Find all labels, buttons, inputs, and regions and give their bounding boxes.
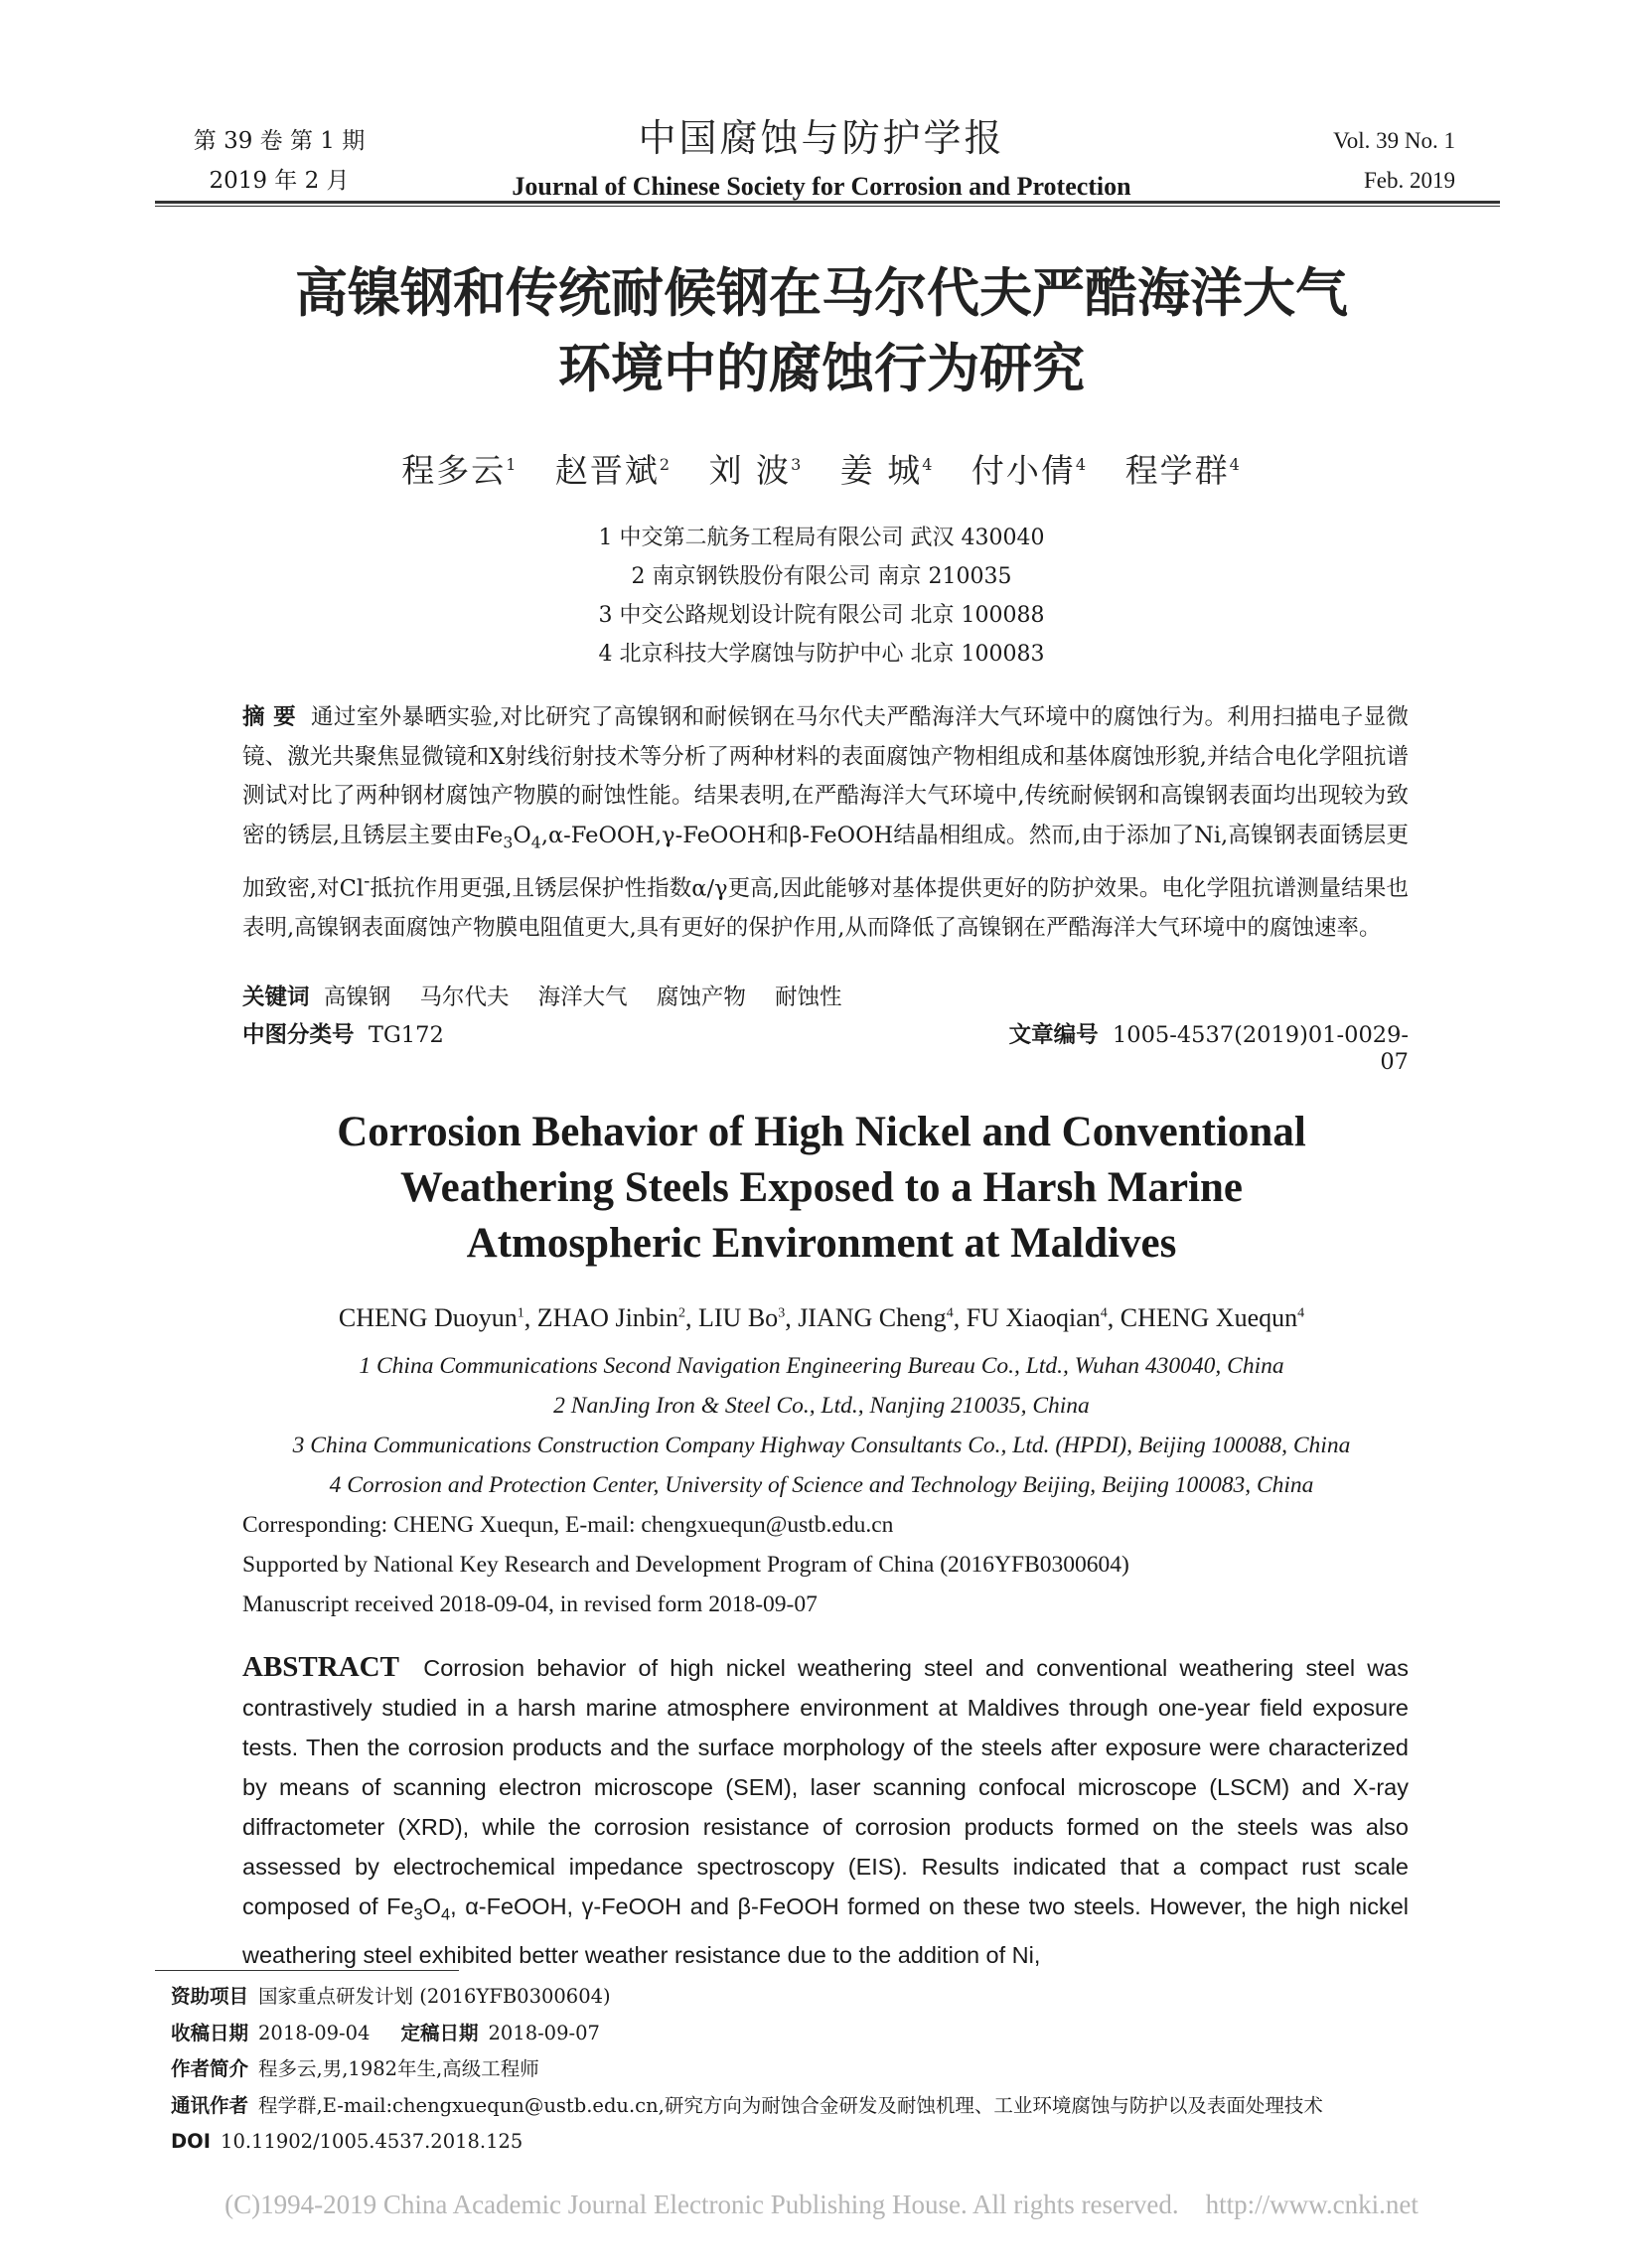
article-title-en bbox=[149, 1105, 1494, 1272]
clc-number: 中图分类号 TG172 bbox=[242, 1022, 444, 1048]
copyright-watermark: (C)1994-2019 China Academic Journal Electronic Publishing House. All rights reserved. http://www.cnki.net bbox=[224, 2190, 1419, 2219]
corresponding-author: Corresponding: CHENG Xuequn, E-mail: chengxuequn@ustb.edu.cn bbox=[242, 1512, 894, 1538]
author-en: ZHAO Jinbin$^2$ bbox=[536, 1303, 686, 1332]
footnote-corresponding: 通讯作者 程学群,E-mail:chengxuequn@ustb.edu.cn,研究方向为耐蚀合金研发及耐蚀机理、工业环境腐蚀与防护以及表面处理技术 bbox=[171, 2093, 1323, 2117]
abstract-label-cn: 摘 要 bbox=[242, 704, 296, 730]
affiliation-cn: 2 南京钢铁股份有限公司 南京 210035 bbox=[631, 564, 1012, 589]
article-metadata-en bbox=[242, 1505, 1409, 1624]
header-rule-thin bbox=[155, 206, 1500, 207]
affiliations-en bbox=[149, 1346, 1494, 1505]
author-cn: 赵晋斌$^2$ bbox=[554, 451, 672, 490]
affiliation-cn: 1 中交第二航务工程局有限公司 武汉 430040 bbox=[598, 526, 1045, 550]
header-left bbox=[175, 121, 383, 201]
keyword: 耐蚀性 bbox=[775, 984, 842, 1010]
affiliations-cn bbox=[149, 519, 1494, 674]
author-list-en: CHENG Duoyun$^1$, ZHAO Jinbin$^2$, LIU Bo$^3$, JIANG Cheng$^4$, FU Xiaoqian$^4$, CHENG Xuequn$^4$ bbox=[338, 1303, 1305, 1332]
keyword: 海洋大气 bbox=[537, 984, 628, 1010]
title-en-line1: Corrosion Behavior of High Nickel and Conventional bbox=[337, 1109, 1306, 1155]
received-dates: Manuscript received 2018-09-04, in revised form 2018-09-07 bbox=[242, 1591, 818, 1617]
author-en: CHENG Xuequn$^4$ bbox=[1120, 1303, 1305, 1332]
affiliation-en: 4 Corrosion and Protection Center, University of Science and Technology Beijing, Beijing 100083, China bbox=[329, 1472, 1314, 1498]
author-en: JIANG Cheng$^4$ bbox=[798, 1303, 954, 1332]
journal-masthead bbox=[437, 107, 1206, 202]
author-list-cn bbox=[149, 445, 1494, 492]
affiliation-cn: 4 北京科技大学腐蚀与防护中心 北京 100083 bbox=[598, 642, 1045, 667]
title-en-line3: Atmospheric Environment at Maldives bbox=[466, 1220, 1177, 1267]
author-en: FU Xiaoqian$^4$ bbox=[966, 1303, 1108, 1332]
title-cn-line1: 高镍钢和传统耐候钢在马尔代夫严酷海洋大气 bbox=[295, 263, 1348, 324]
volume-issue-en: Vol. 39 No. 1 bbox=[1333, 128, 1455, 153]
author-cn: 程学群$^4$ bbox=[1124, 451, 1242, 490]
footnote-dates: 收稿日期 2018-09-04 定稿日期 2018-09-07 bbox=[171, 2021, 600, 2044]
journal-title-en: Journal of Chinese Society for Corrosion and Protection bbox=[512, 172, 1131, 201]
article-title-cn bbox=[149, 256, 1494, 407]
keyword: 高镍钢 bbox=[323, 984, 391, 1010]
journal-title-cn: 中国腐蚀与防护学报 bbox=[638, 116, 1005, 160]
funding-statement: Supported by National Key Research and Development Program of China (2016YFB0300604) bbox=[242, 1552, 1129, 1578]
author-cn: 刘 波$^3$ bbox=[708, 451, 804, 490]
footnotes bbox=[171, 1979, 1442, 2161]
author-cn: 付小倩$^4$ bbox=[971, 451, 1089, 490]
volume-issue-cn: 第 39 卷 第 1 期 bbox=[193, 128, 366, 154]
abstract-label-en: ABSTRACT bbox=[242, 1651, 399, 1683]
header-right bbox=[1296, 121, 1455, 201]
author-cn: 姜 城$^4$ bbox=[839, 451, 935, 490]
keyword: 腐蚀产物 bbox=[656, 984, 746, 1010]
affiliation-cn: 3 中交公路规划设计院有限公司 北京 100088 bbox=[598, 603, 1045, 628]
affiliation-en: 3 China Communications Construction Company Highway Consultants Co., Ltd. (HPDI), Beijing 100088, China bbox=[292, 1433, 1351, 1458]
keywords-label-cn: 关键词 bbox=[242, 984, 310, 1010]
affiliation-en: 2 NanJing Iron & Steel Co., Ltd., Nanjing 210035, China bbox=[553, 1393, 1090, 1419]
date-cn: 2019 年 2 月 bbox=[209, 168, 350, 194]
abstract-cn: 摘 要 通过室外暴晒实验,对比研究了高镍钢和耐候钢在马尔代夫严酷海洋大气环境中的腐蚀行为。利用扫描电子显微镜、激光共聚焦显微镜和X射线衍射技术等分析了两种材料的表面腐蚀产物相组成和基体腐蚀形貌,并结合电化学阻抗谱测试对比了两种钢材腐蚀产物膜的耐蚀性能。结果表明,在严酷海洋大气环境中,传统耐候钢和高镍钢表面均出现较为致密的锈层,且锈层主要由$Fe_3O_4,\alpha-FeOOH,\gamma$-FeOOH和β-FeOOH结晶相组成。然而,由于添加了Ni,高镍钢表面锈层更加致密,对Cl-抵抗作用更强,且锈层保护性指数α/γ更高,因此能够对基体提供更好的防护效果。电化学阻抗谱测量结果也表明,高镍钢表面腐蚀产物膜电阻值更大,具有更好的保护作用,从而降低了高镍钢在严酷海洋大气环境中的腐蚀速率。 bbox=[242, 704, 1410, 941]
affiliation-en: 1 China Communications Second Navigation Engineering Bureau Co., Ltd., Wuhan 430040, China bbox=[359, 1353, 1284, 1379]
footnote-doi: DOI 10.11902/1005.4537.2018.125 bbox=[171, 2130, 523, 2153]
footnote-funding: 资助项目 国家重点研发计划 (2016YFB0300604) bbox=[171, 1985, 611, 2008]
keywords-cn bbox=[242, 979, 1409, 1016]
author-en: LIU Bo$^3$ bbox=[698, 1303, 786, 1332]
keyword: 马尔代夫 bbox=[419, 984, 510, 1010]
header-rule-thick bbox=[155, 201, 1500, 204]
title-en-line2: Weathering Steels Exposed to a Harsh Marine bbox=[399, 1164, 1243, 1211]
document-number: 文章编号 1005-4537(2019)01-0029-07 bbox=[1008, 1022, 1409, 1075]
author-en: CHENG Duoyun$^1$ bbox=[338, 1303, 524, 1332]
footnote-rule bbox=[155, 1970, 459, 1971]
footnote-author-bio: 作者简介 程多云,男,1982年生,高级工程师 bbox=[171, 2057, 539, 2080]
abstract-en: ABSTRACT Corrosion behavior of high nickel weathering steel and conventional weathering steel was contrastively studied in a harsh marine atmosphere environment at Maldives through one-year field exposure tests. Then the corrosion products and the surface morphology of the steels after exposure were characterized by means of scanning electron microscope (SEM), laser scanning confocal microscope (LSCM) and X-ray diffractometer (XRD), while the corrosion resistance of corrosion products formed on the steels was also assessed by electrochemical impedance spectroscopy (EIS). Results indicated that a compact rust scale composed of $Fe_3O_4$, α-FeOOH, γ-FeOOH and β-FeOOH formed on these two steels. However, the high nickel weathering steel exhibited better weather resistance due to the addition of Ni, bbox=[242, 1651, 1410, 1968]
author-cn: 程多云$^1$ bbox=[401, 451, 519, 490]
date-en: Feb. 2019 bbox=[1364, 168, 1455, 193]
title-cn-line2: 环境中的腐蚀行为研究 bbox=[558, 339, 1085, 399]
